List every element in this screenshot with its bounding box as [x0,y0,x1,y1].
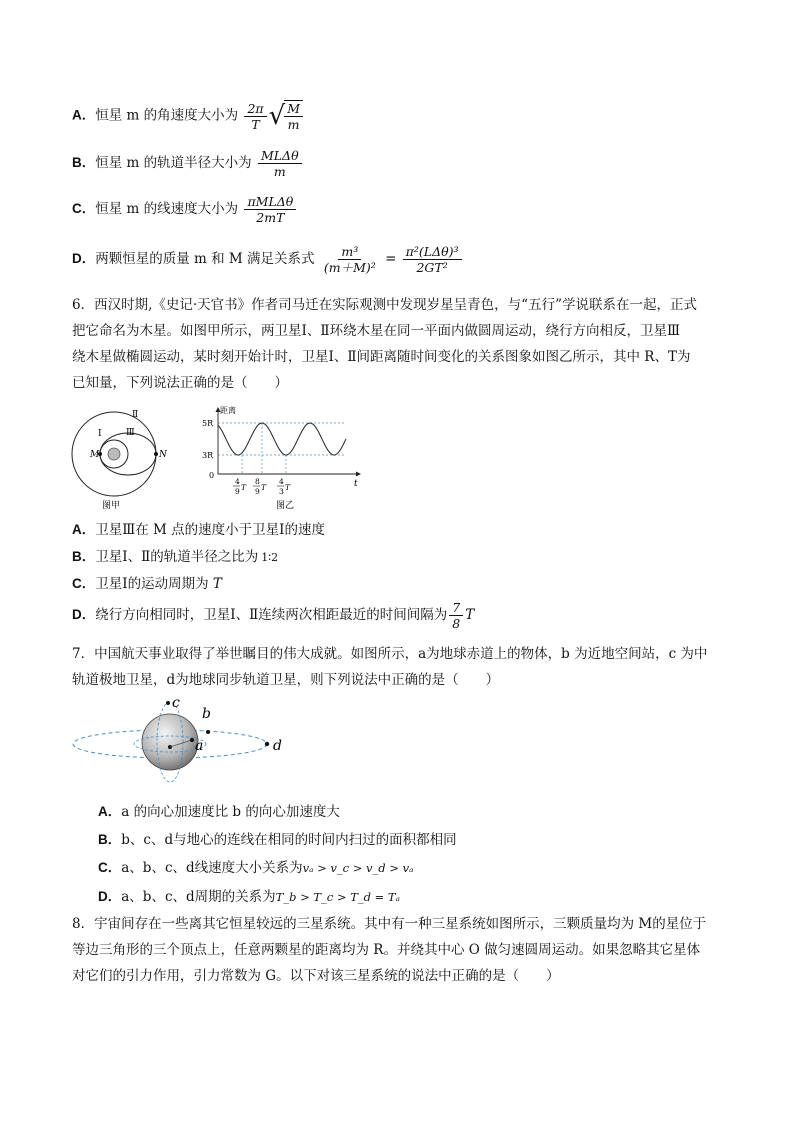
tick-num: 4 [235,477,240,486]
distance-curve [218,423,346,455]
tick-den: 9 [235,487,240,496]
option-text: 恒星 m 的角速度大小为 [95,107,239,124]
fraction [449,600,463,631]
stem-line: 对它们的引力作用，引力常数为 G。以下对该三星系统的说法中正确的是（ ） [72,968,560,984]
relation: vₐ > v_c > v_d > vₐ [302,861,414,875]
point-n [154,452,158,456]
tick-den: 3 [279,487,284,496]
jupiter [108,448,120,460]
x-arrow [356,472,361,477]
label-n: N [159,450,167,460]
option-label: B． [72,549,96,564]
q5-option-c [72,194,298,225]
q7-option-d [98,885,400,905]
stem-line: 7．中国航天事业取得了举世瞩目的伟大成就。如图所示，a为地球赤道上的物体，b 为近地空间站，c 为中 [72,646,708,662]
q6-option-d [72,600,474,631]
option-label: C． [72,201,96,216]
option-label: B． [98,832,122,847]
stem-line: 轨道极地卫星，d为地球同步轨道卫星，则下列说法中正确的是（ ） [72,672,500,688]
tick-origin: 0 [209,471,215,480]
denominator: 2GT² [416,260,448,275]
earth [142,714,198,770]
figure-b-distance-graph [198,404,364,512]
q8-stem [72,911,724,989]
option-label: D． [72,251,96,266]
denominator: 2mT [256,210,285,225]
label-c: c [172,695,180,711]
tick-num: 4 [279,477,284,486]
fraction [244,194,296,225]
tick-sym: T [241,483,247,492]
caption-b: 图乙 [276,501,295,511]
fraction [321,244,379,275]
option-label: A． [72,522,96,537]
numerator: 2π [244,101,266,117]
option-label: C． [72,576,96,591]
denominator: T [251,116,260,132]
figure-earth-satellites [70,694,300,790]
tick-3r: 3R [202,451,214,460]
denominator: m [287,117,300,132]
ratio: 1∶2 [261,551,279,564]
tick-num: 8 [255,477,260,486]
tick-den: 9 [255,487,260,496]
option-label: D． [72,607,96,622]
option-label: A． [72,107,96,123]
equals-sign: = [385,251,397,267]
fraction [258,148,302,179]
tick-t3 [277,477,291,496]
label-i: Ⅰ [98,429,102,439]
q7-option-b [98,828,457,848]
option-text: 卫星Ⅰ的运动周期为 [95,576,209,592]
tick-5r: 5R [202,419,214,428]
denominator: (m＋M)² [323,260,376,275]
label-b: b [202,706,211,722]
label-m: M [90,450,100,460]
option-text: b、c、d与地心的连线在相同的时间内扫过的面积都相同 [121,832,457,848]
label-d: d [273,738,282,754]
tick-t1 [233,477,247,496]
numerator: M [284,101,303,117]
denominator: 8 [452,616,461,631]
option-text: a 的向心加速度比 b 的向心加速度大 [121,804,340,820]
denominator: m [273,164,286,179]
numerator: π²(LΔθ)³ [403,244,462,260]
symbol: T [465,607,475,623]
label-iii: Ⅲ [126,428,135,438]
square-root: √ $\frac{M}{m}$ [269,100,303,132]
figure-a-orbits [66,404,176,512]
q6-option-b [72,545,278,565]
option-text: 绕行方向相同时，卫星Ⅰ、Ⅱ连续两次相距最近的时间间隔为 [95,607,448,623]
stem-line: 绕木星做椭圆运动，某时刻开始计时，卫星Ⅰ、Ⅱ间距离随时间变化的关系图象如图乙所示，其中 R、T为 [72,349,691,365]
q7-stem [72,641,724,693]
q5-option-b [72,148,304,179]
fraction [403,244,462,275]
tick-sym: T [261,483,267,492]
option-text: 恒星 m 的轨道半径大小为 [95,155,252,171]
option-text: 卫星Ⅰ、Ⅱ的轨道半径之比为 [95,549,259,565]
satellite-b [206,730,210,734]
object-a [190,738,194,742]
q6-stem [72,292,724,396]
numerator: MLΔθ [258,148,302,164]
satellite-c [166,701,170,705]
q5-option-a [72,100,303,132]
option-text: 卫星Ⅲ在 M 点的速度小于卫星Ⅰ的速度 [95,522,326,538]
q6-option-a [72,518,325,538]
symbol: T [212,576,222,592]
label-a: a [195,738,204,754]
stem-line: 8．宇宙间存在一些离其它恒星较远的三星系统。其中有一种三星系统如图所示，三颗质量均为 M的星位于 [72,916,707,932]
stem-line: 把它命名为木星。如图甲所示，两卫星Ⅰ、Ⅱ环绕木星在同一平面内做圆周运动，绕行方向相反，卫星Ⅲ [72,323,681,339]
option-label: C． [98,860,122,875]
satellite-d [265,742,269,746]
stem-line: 等边三角形的三个顶点上，任意两颗星的距离均为 R。并绕其中心 O 做匀速圆周运动。如果忽略其它星体 [72,942,701,958]
q5-option-d [72,244,464,275]
option-text: a、b、c、d线速度大小关系为 [121,860,303,876]
numerator: πMLΔθ [244,194,296,210]
fraction [244,101,266,132]
x-label: t [354,479,358,489]
option-text: 恒星 m 的线速度大小为 [95,201,239,217]
tick-sym: T [285,483,291,492]
stem-line: 已知量，下列说法正确的是（ ） [72,375,288,391]
relation: T_b > T_c > T_d = Tₐ [275,890,400,904]
option-label: B． [72,155,96,170]
tick-t2 [253,477,267,496]
q6-option-c [72,572,222,592]
caption-a: 图甲 [102,501,121,511]
y-label: 距离 [220,406,236,415]
q7-option-c [98,856,413,876]
q7-option-a [98,800,340,820]
numerator: m³ [338,244,361,260]
option-label: D． [98,889,122,904]
label-ii: Ⅱ [132,410,139,420]
stem-line: 6．西汉时期,《史记·天官书》作者司马迁在实际观测中发现岁星呈青色，与“五行”学说联系在一起，正式 [72,297,697,313]
option-text: 两颗恒星的质量 m 和 M 满足关系式 [95,251,315,267]
numerator: 7 [449,600,463,616]
option-label: A． [98,804,122,819]
option-text: a、b、c、d周期的关系为 [121,889,276,905]
